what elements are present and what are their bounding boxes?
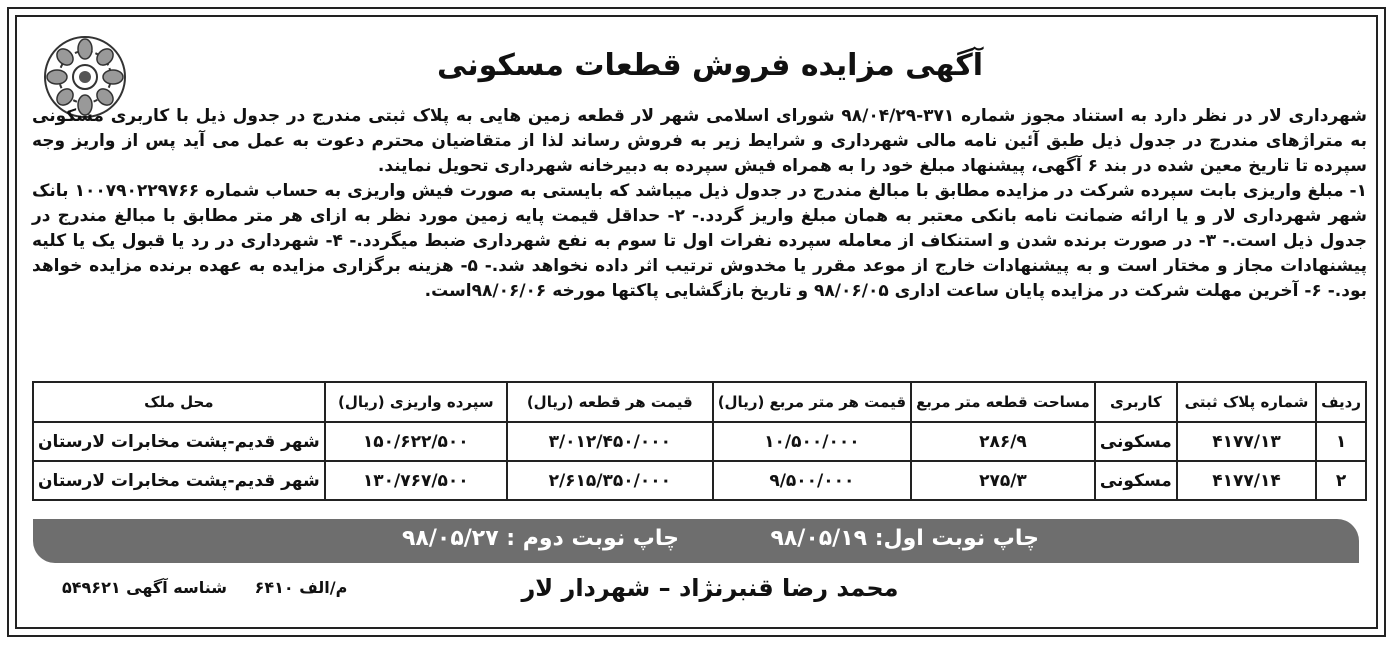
header-price-per-meter: قیمت هر متر مربع (ریال) (713, 382, 911, 422)
header-usage: کاربری (1095, 382, 1177, 422)
mayor-signature: محمد رضا قنبرنژاد – شهردار لار (521, 574, 899, 602)
cell-plate-number: ۴۱۷۷/۱۳ (1177, 422, 1316, 461)
print-dates-band (33, 519, 1359, 563)
cell-location: شهر قدیم-پشت مخابرات لارستان (33, 422, 325, 461)
cell-price-per-lot: ۳/۰۱۲/۴۵۰/۰۰۰ (507, 422, 713, 461)
conditions-paragraph: ۱- مبلغ واریزی بابت سپرده شرکت در مزایده مطابق با مبالغ مندرج در جدول ذیل میباشد که بایستی به صورت فیش واریزی به حساب شماره ۱۰۰۷۹۰۲۲۹۷۶۶ بانک شهر شهرداری لار و یا ارائه ضمانت نامه بانکی معتبر به همان مبلغ واریز گردد.- ۲- حداقل قیمت پایه زمین مورد نظر به ازای هر متر مطابق با مبالغ مندرج در جدول ذیل است.- ۳- در صورت برنده شدن و استنکاف از معامله سپرده نفرات اول تا سوم به نفع شهرداری ضبط میگردد.- ۴- شهرداری در رد یا قبول یک یا کلیه پیشنهادات مجاز و مختار است و به پیشنهادات خارج از موعد مقرر یا مخدوش ترتیب اثر داده نخواهد شد.- ۵- هزینه برگزاری مزایده به عهده برنده مزایده خواهد بود.- ۶- آخرین مهلت شرکت در مزایده پایان ساعت اداری ۹۸/۰۶/۰۵ و تاریخ بازگشایی پاکتها مورخه ۹۸/۰۶/۰۶است. (32, 181, 1367, 301)
cell-usage: مسکونی (1095, 461, 1177, 500)
cell-price-per-meter: ۹/۵۰۰/۰۰۰ (713, 461, 911, 500)
header-price-per-lot: قیمت هر قطعه (ریال) (507, 382, 713, 422)
cell-plate-number: ۴۱۷۷/۱۴ (1177, 461, 1316, 500)
table-row (33, 461, 1366, 500)
cell-deposit: ۱۵۰/۶۲۲/۵۰۰ (325, 422, 507, 461)
table-row (33, 422, 1366, 461)
cell-area: ۲۸۶/۹ (911, 422, 1095, 461)
notice-body (32, 104, 1367, 304)
cell-row-number: ۱ (1316, 422, 1366, 461)
lots-table (32, 381, 1367, 501)
second-print-date: چاپ نوبت دوم : ۹۸/۰۵/۲۷ (402, 526, 679, 551)
intro-paragraph: شهرداری لار در نظر دارد به استناد مجوز شماره ۳۷۱-۹۸/۰۴/۲۹ شورای اسلامی شهر لار قطعه زمین هایی به پلاک ثبتی مندرج در جدول ذیل با کاربری مسکونی به متراژهای مندرج در جدول ذیل طبق آئین نامه مالی شهرداری و شرایط زیر به فروش رساند لذا از متقاضیان محترم دعوت به عمل می آید پس از واریز وجه سپرده تا تاریخ معین شده در بند ۶ آگهی، پیشنهاد مبلغ خود را به همراه فیش سپرده به دبیرخانه شهرداری تحویل نمایند. (32, 106, 1367, 176)
header-plate-number: شماره پلاک ثبتی (1177, 382, 1316, 422)
cell-usage: مسکونی (1095, 422, 1177, 461)
cell-price-per-meter: ۱۰/۵۰۰/۰۰۰ (713, 422, 911, 461)
header-deposit: سپرده واریزی (ریال) (325, 382, 507, 422)
reference-code: م/الف ۶۴۱۰ (254, 578, 348, 597)
notice-title: آگهی مزایده فروش قطعات مسکونی (436, 48, 984, 83)
first-print-date: چاپ نوبت اول: ۹۸/۰۵/۱۹ (770, 526, 1039, 551)
header-location: محل ملک (33, 382, 325, 422)
cell-row-number: ۲ (1316, 461, 1366, 500)
table-header-row (33, 382, 1366, 422)
notice-reference (40, 578, 347, 597)
cell-area: ۲۷۵/۳ (911, 461, 1095, 500)
cell-location: شهر قدیم-پشت مخابرات لارستان (33, 461, 325, 500)
header-row-number: ردیف (1316, 382, 1366, 422)
cell-price-per-lot: ۲/۶۱۵/۳۵۰/۰۰۰ (507, 461, 713, 500)
cell-deposit: ۱۳۰/۷۶۷/۵۰۰ (325, 461, 507, 500)
notice-id: شناسه آگهی ۵۴۹۶۲۱ (62, 578, 227, 597)
header-area: مساحت قطعه متر مربع (911, 382, 1095, 422)
